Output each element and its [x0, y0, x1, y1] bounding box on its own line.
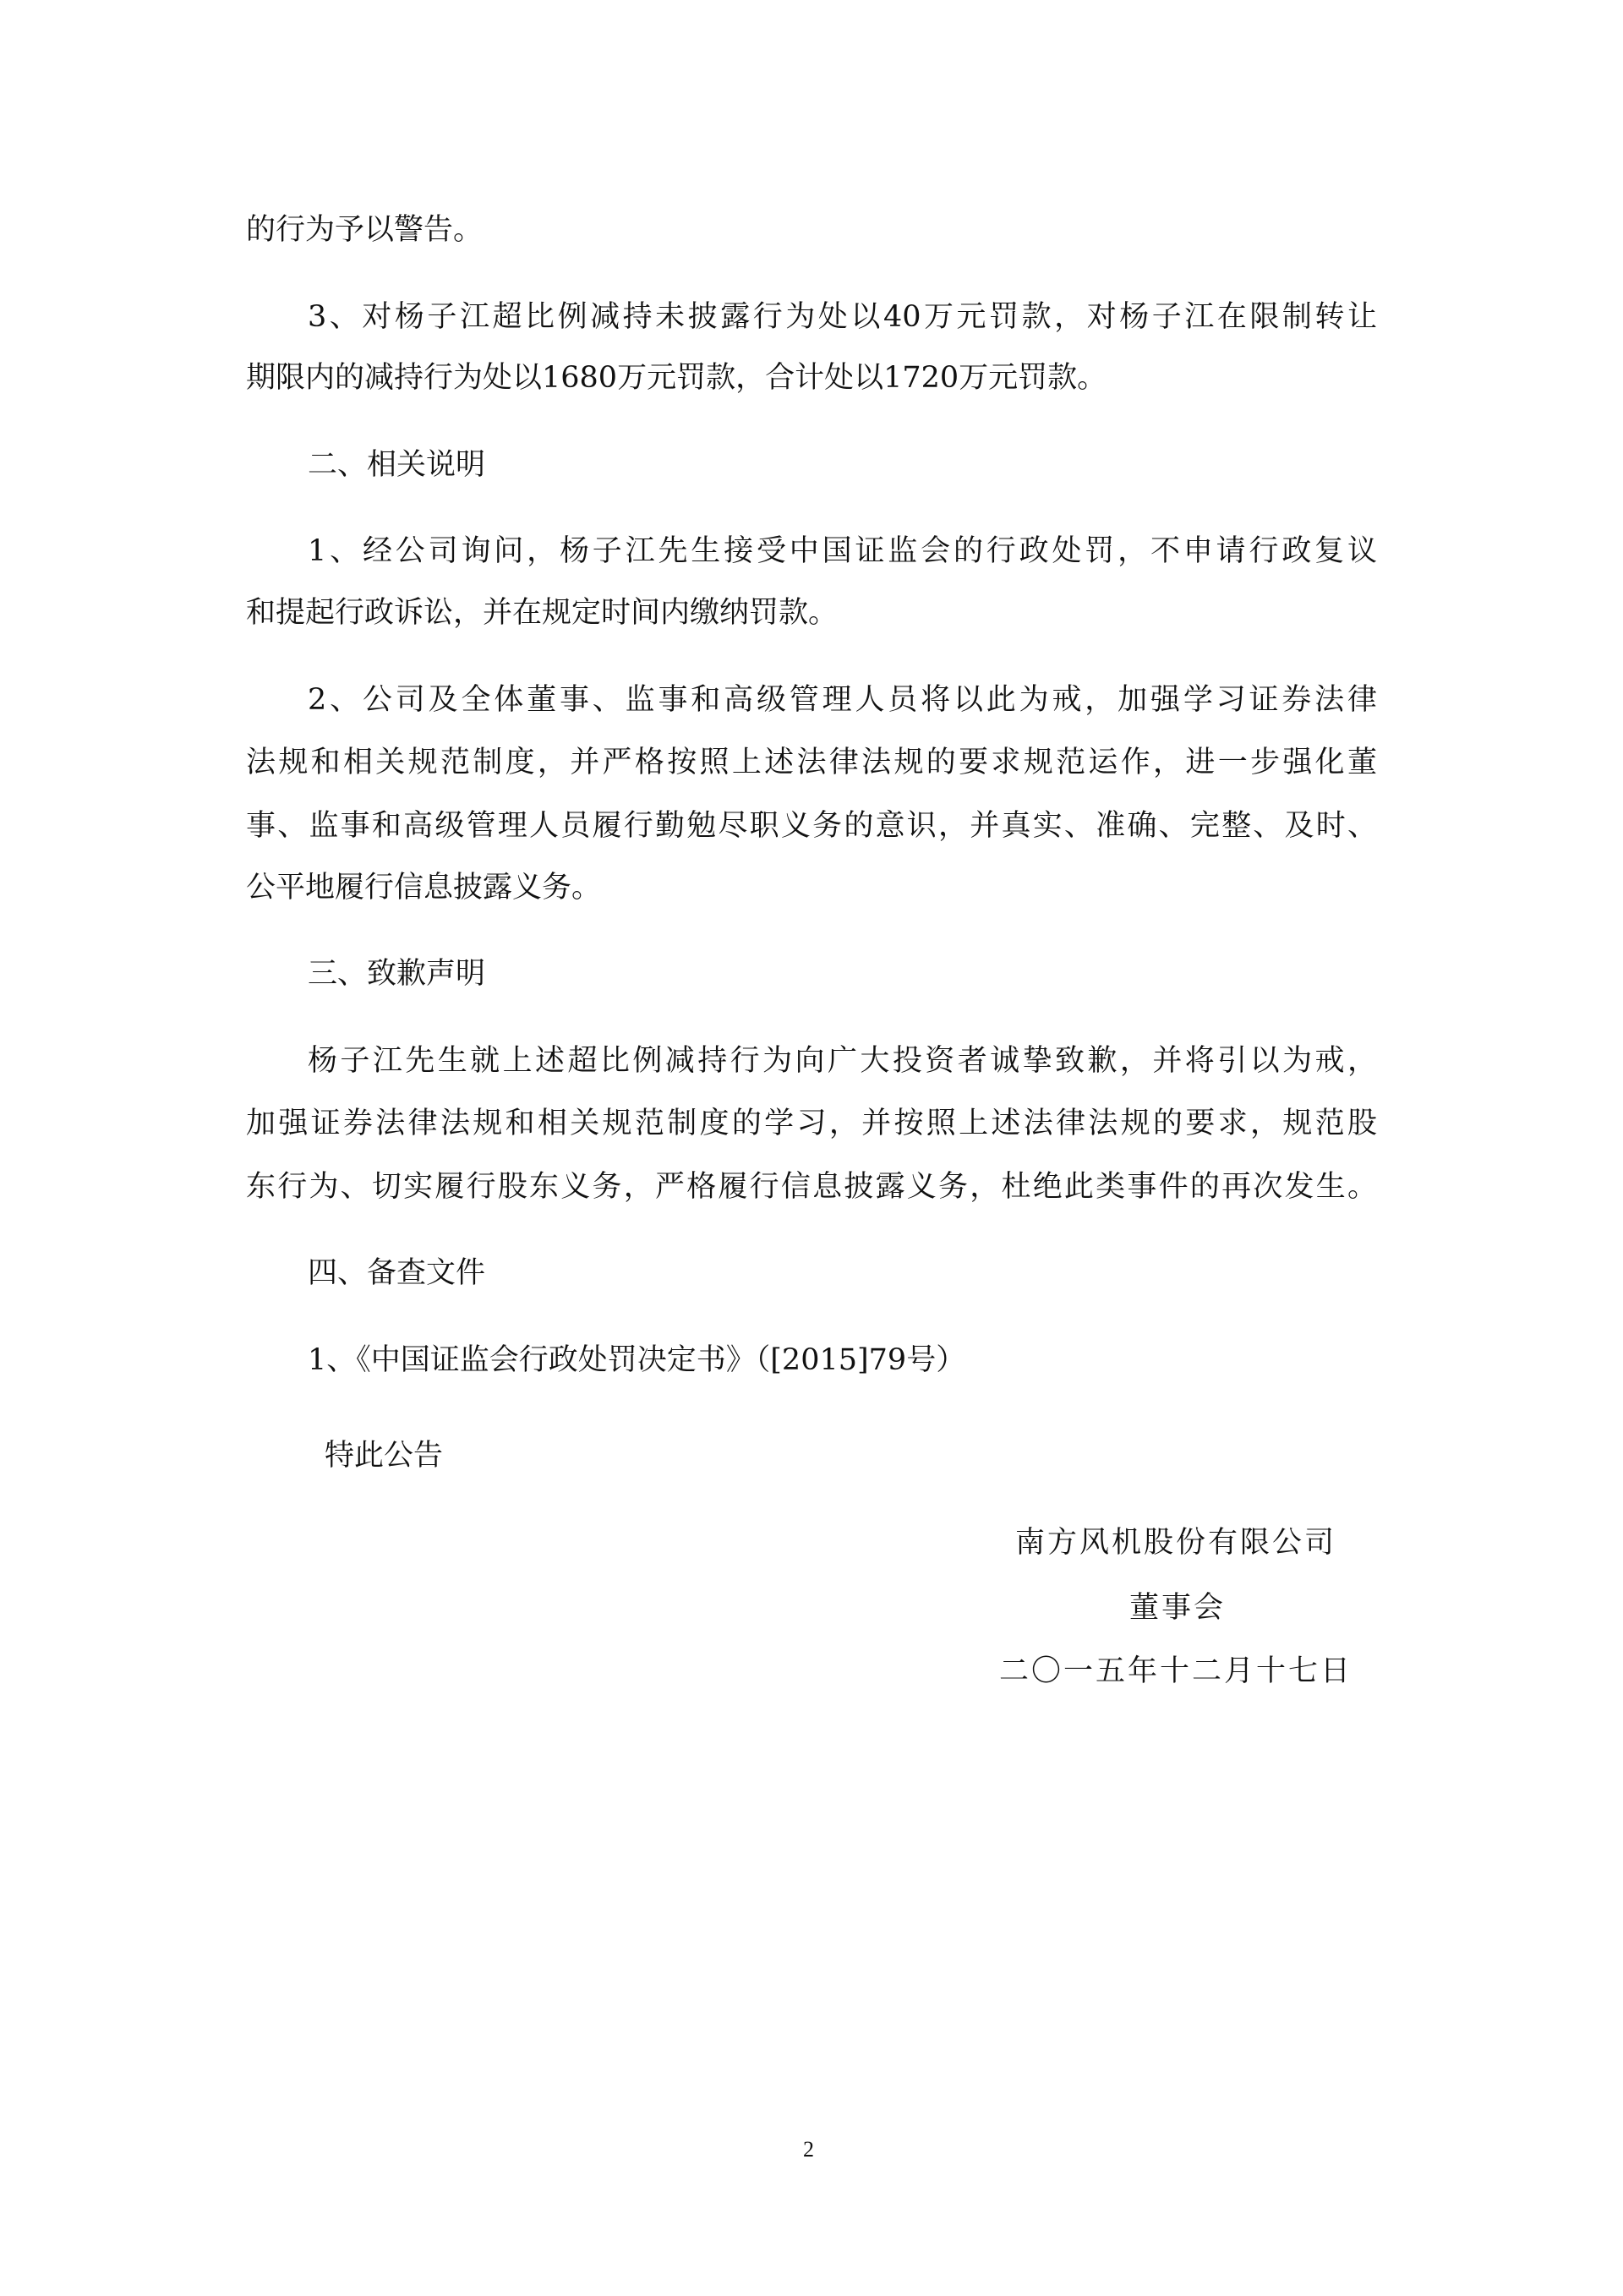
section2-item2-line3: 事、监事和高级管理人员履行勤勉尽职义务的意识，并真实、准确、完整、及时、 — [246, 809, 1377, 843]
section3-body-line1: 杨子江先生就上述超比例减持行为向广大投资者诚挚致歉，并将引以为戒， — [308, 1044, 1377, 1078]
item3-line2: 期限内的减持行为处以1680万元罚款，合计处以1720万元罚款。 — [246, 361, 1107, 395]
closing-notice: 特此公告 — [325, 1439, 444, 1473]
section2-item2-line2: 法规和相关规范制度，并严格按照上述法律法规的要求规范运作，进一步强化董 — [246, 746, 1377, 779]
section2-item1-line2: 和提起行政诉讼，并在规定时间内缴纳罚款。 — [246, 596, 839, 630]
section3-body-line2: 加强证券法律法规和相关规范制度的学习，并按照上述法律法规的要求，规范股 — [246, 1107, 1377, 1140]
section3-body-line3: 东行为、切实履行股东义务，严格履行信息披露义务，杜绝此类事件的再次发生。 — [246, 1170, 1377, 1204]
section4-item1: 1、《中国证监会行政处罚决定书》（[2015]79号） — [308, 1343, 966, 1377]
section4-heading: 四、备查文件 — [308, 1256, 486, 1290]
section2-item2-line1: 2、公司及全体董事、监事和高级管理人员将以此为戒，加强学习证券法律 — [308, 683, 1377, 717]
section3-heading: 三、致歉声明 — [308, 957, 486, 991]
page-number: 2 — [803, 2137, 814, 2162]
signature-date: 二〇一五年十二月十七日 — [999, 1654, 1353, 1688]
section2-heading: 二、相关说明 — [308, 448, 486, 482]
section2-item1-line1: 1、经公司询问，杨子江先生接受中国证监会的行政处罚，不申请行政复议 — [308, 534, 1377, 568]
item3-line1: 3、对杨子江超比例减持未披露行为处以40万元罚款，对杨子江在限制转让 — [308, 300, 1377, 334]
signature-board: 董事会 — [1129, 1591, 1227, 1625]
signature-company: 南方风机股份有限公司 — [1015, 1526, 1337, 1560]
section2-item2-line4: 公平地履行信息披露义务。 — [246, 871, 602, 905]
paragraph-tail: 的行为予以警告。 — [246, 213, 484, 247]
